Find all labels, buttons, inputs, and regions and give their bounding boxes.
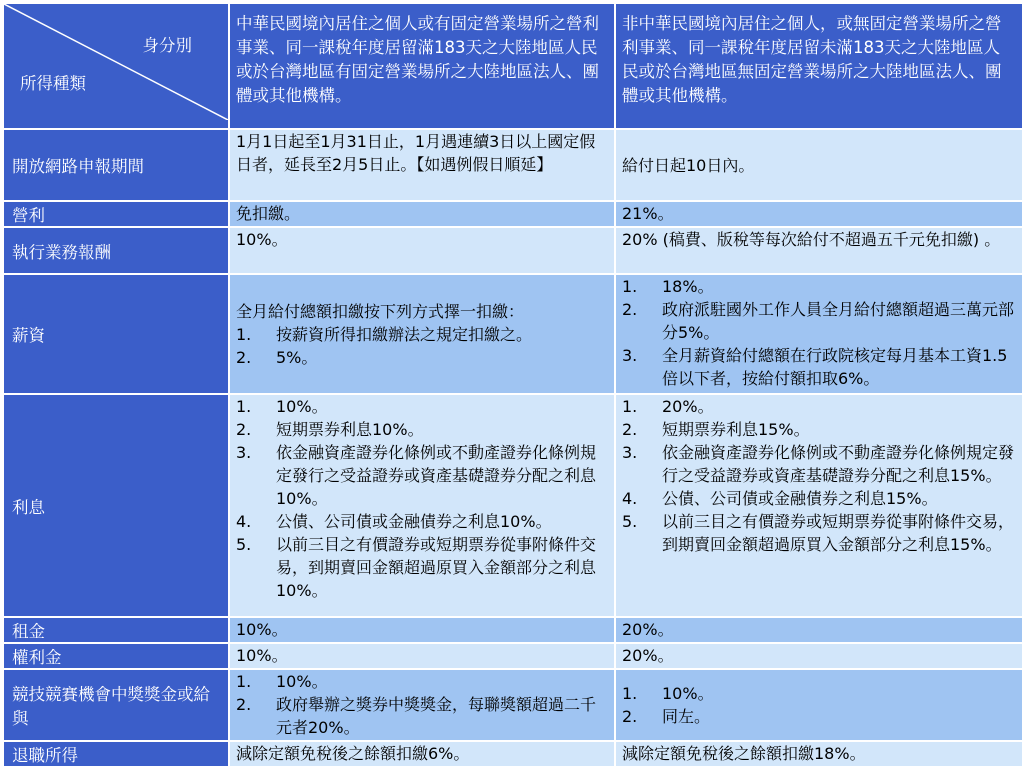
row-label-prize: 競技競賽機會中獎獎金或給與 — [3, 669, 229, 741]
nonresident-cell-salary — [615, 274, 1023, 394]
resident-cell-retirement: 減除定額免稅後之餘額扣繳6%。 — [229, 741, 615, 767]
list-item — [236, 418, 608, 441]
resident-prize-list — [236, 670, 608, 739]
nonresident-cell-interest — [615, 394, 1023, 617]
table-row-business — [3, 227, 1023, 274]
list-item-number: 5. — [236, 535, 252, 554]
list-item-number: 2. — [622, 300, 638, 319]
list-item-text: 同左。 — [662, 707, 711, 726]
row-label-retirement: 退職所得 — [3, 741, 229, 767]
row-label-business: 執行業務報酬 — [3, 227, 229, 274]
list-item-number: 1. — [236, 397, 252, 416]
table-row-rent — [3, 617, 1023, 643]
list-item-text: 10%。 — [276, 672, 328, 691]
list-item — [236, 395, 608, 418]
list-item-number: 4. — [622, 489, 638, 508]
row-label-rent: 租金 — [3, 617, 229, 643]
table-row-interest — [3, 394, 1023, 617]
list-item — [622, 682, 1016, 705]
list-item-number: 4. — [236, 512, 252, 531]
list-item-text: 政府派駐國外工作人員全月給付總額超過三萬元部分5%。 — [662, 300, 1015, 342]
list-item — [236, 670, 608, 693]
list-item-text: 政府舉辦之獎券中獎獎金，每聯獎額超過二千元者20%。 — [276, 695, 597, 737]
list-item-text: 以前三目之有價證券或短期票券從事附條件交易，到期賣回金額超過原買入金額部分之利息10%。 — [276, 535, 597, 600]
resident-cell-interest — [229, 394, 615, 617]
nonresident-cell-filing: 給付日起10日內。 — [615, 129, 1023, 201]
nonresident-prize-list — [622, 682, 1016, 728]
table-row-salary — [3, 274, 1023, 394]
list-item-text: 全月薪資給付總額在行政院核定每月基本工資1.5倍以下者，按給付額扣取6%。 — [662, 346, 1008, 388]
list-item-number: 1. — [622, 684, 638, 703]
list-item — [236, 441, 608, 510]
resident-column-header: 中華民國境內居住之個人或有固定營業場所之營利事業、同一課稅年度居留滿183天之大陸地區人民或於台灣地區有固定營業場所之大陸地區法人、團體或其他機構。 — [229, 3, 615, 129]
nonresident-column-header: 非中華民國境內居住之個人，或無固定營業場所之營利事業、同一課稅年度居留未滿183天之大陸地區人民或於台灣地區無固定營業場所之大陸地區法人、團體或其他機構。 — [615, 3, 1023, 129]
list-item-number: 1. — [236, 672, 252, 691]
list-item-text: 公債、公司債或金融債券之利息10%。 — [276, 512, 552, 531]
table-row-royalty — [3, 643, 1023, 669]
nonresident-cell-retirement: 減除定額免稅後之餘額扣繳18%。 — [615, 741, 1023, 767]
list-item — [622, 510, 1016, 556]
row-label-royalty: 權利金 — [3, 643, 229, 669]
nonresident-cell-profit: 21%。 — [615, 201, 1023, 227]
nonresident-interest-list — [622, 395, 1016, 556]
table-row-prize — [3, 669, 1023, 741]
list-item-text: 公債、公司債或金融債券之利息15%。 — [662, 489, 938, 508]
list-item-number: 3. — [236, 443, 252, 462]
resident-cell-prize — [229, 669, 615, 741]
row-label-filing: 開放網路申報期間 — [3, 129, 229, 201]
list-item-number: 2. — [236, 420, 252, 439]
nonresident-cell-royalty: 20%。 — [615, 643, 1023, 669]
row-label-interest: 利息 — [3, 394, 229, 617]
nonresident-cell-rent: 20%。 — [615, 617, 1023, 643]
header-row — [3, 3, 1023, 129]
resident-cell-business: 10%。 — [229, 227, 615, 274]
salary-intro: 全月給付總額扣繳按下列方式擇一扣繳： — [236, 301, 525, 321]
nonresident-cell-prize — [615, 669, 1023, 741]
list-item-text: 短期票券利息15%。 — [662, 420, 810, 439]
list-item — [622, 395, 1016, 418]
income-type-header: 所得種類 — [20, 74, 86, 93]
list-item-number: 5. — [622, 512, 638, 531]
list-item — [236, 693, 608, 739]
list-item-text: 以前三目之有價證券或短期票券從事附條件交易，到期賣回金額超過原買入金額部分之利息15%。 — [662, 512, 1015, 554]
list-item — [236, 323, 608, 346]
identity-header: 身分別 — [142, 36, 192, 55]
resident-interest-list — [236, 395, 608, 602]
resident-cell-royalty: 10%。 — [229, 643, 615, 669]
list-item-text: 依金融資產證券化條例或不動產證券化條例規定發行之受益證券或資產基礎證券分配之利息10%。 — [276, 443, 597, 508]
list-item — [622, 487, 1016, 510]
list-item — [622, 344, 1016, 390]
nonresident-cell-business: 20% (稿費、版稅等每次給付不超過五千元免扣繳) 。 — [615, 227, 1023, 274]
list-item — [622, 705, 1016, 728]
resident-salary-list — [236, 323, 608, 369]
list-item — [236, 533, 608, 602]
list-item-number: 1. — [622, 397, 638, 416]
list-item — [622, 418, 1016, 441]
resident-cell-profit: 免扣繳。 — [229, 201, 615, 227]
list-item-text: 20%。 — [662, 397, 714, 416]
row-label-profit: 營利 — [3, 201, 229, 227]
list-item-number: 2. — [622, 420, 638, 439]
resident-cell-salary — [229, 274, 615, 394]
list-item — [622, 441, 1016, 487]
diagonal-divider — [4, 4, 228, 120]
list-item — [236, 346, 608, 369]
list-item — [236, 510, 608, 533]
corner-header-cell — [3, 3, 229, 129]
list-item-text: 按薪資所得扣繳辦法之規定扣繳之。 — [276, 324, 533, 344]
list-item-number: 1. — [236, 324, 252, 344]
row-label-salary: 薪資 — [3, 274, 229, 394]
nonresident-salary-list — [622, 275, 1016, 390]
withholding-rate-table — [2, 2, 1024, 768]
list-item-number: 3. — [622, 346, 638, 365]
list-item-text: 短期票券利息10%。 — [276, 420, 424, 439]
list-item-number: 2. — [622, 707, 638, 726]
list-item — [622, 275, 1016, 298]
list-item-text: 10%。 — [276, 397, 328, 416]
list-item-text: 依金融資產證券化條例或不動產證券化條例規定發行之受益證券或資產基礎證券分配之利息15%。 — [662, 443, 1015, 485]
table-row-profit — [3, 201, 1023, 227]
list-item-text: 10%。 — [662, 684, 714, 703]
list-item-text: 18%。 — [662, 277, 714, 296]
list-item-number: 3. — [622, 443, 638, 462]
list-item-number: 1. — [622, 277, 638, 296]
resident-cell-filing: 1月1日起至1月31日止，1月遇連續3日以上國定假日者，延長至2月5日止。【如遇例假日順延】 — [229, 129, 615, 201]
resident-cell-rent: 10%。 — [229, 617, 615, 643]
list-item-number: 2. — [236, 347, 252, 367]
list-item-number: 2. — [236, 695, 252, 714]
list-item — [622, 298, 1016, 344]
list-item-text: 5%。 — [276, 347, 318, 367]
table-row-filing — [3, 129, 1023, 201]
table-row-retirement — [3, 741, 1023, 767]
